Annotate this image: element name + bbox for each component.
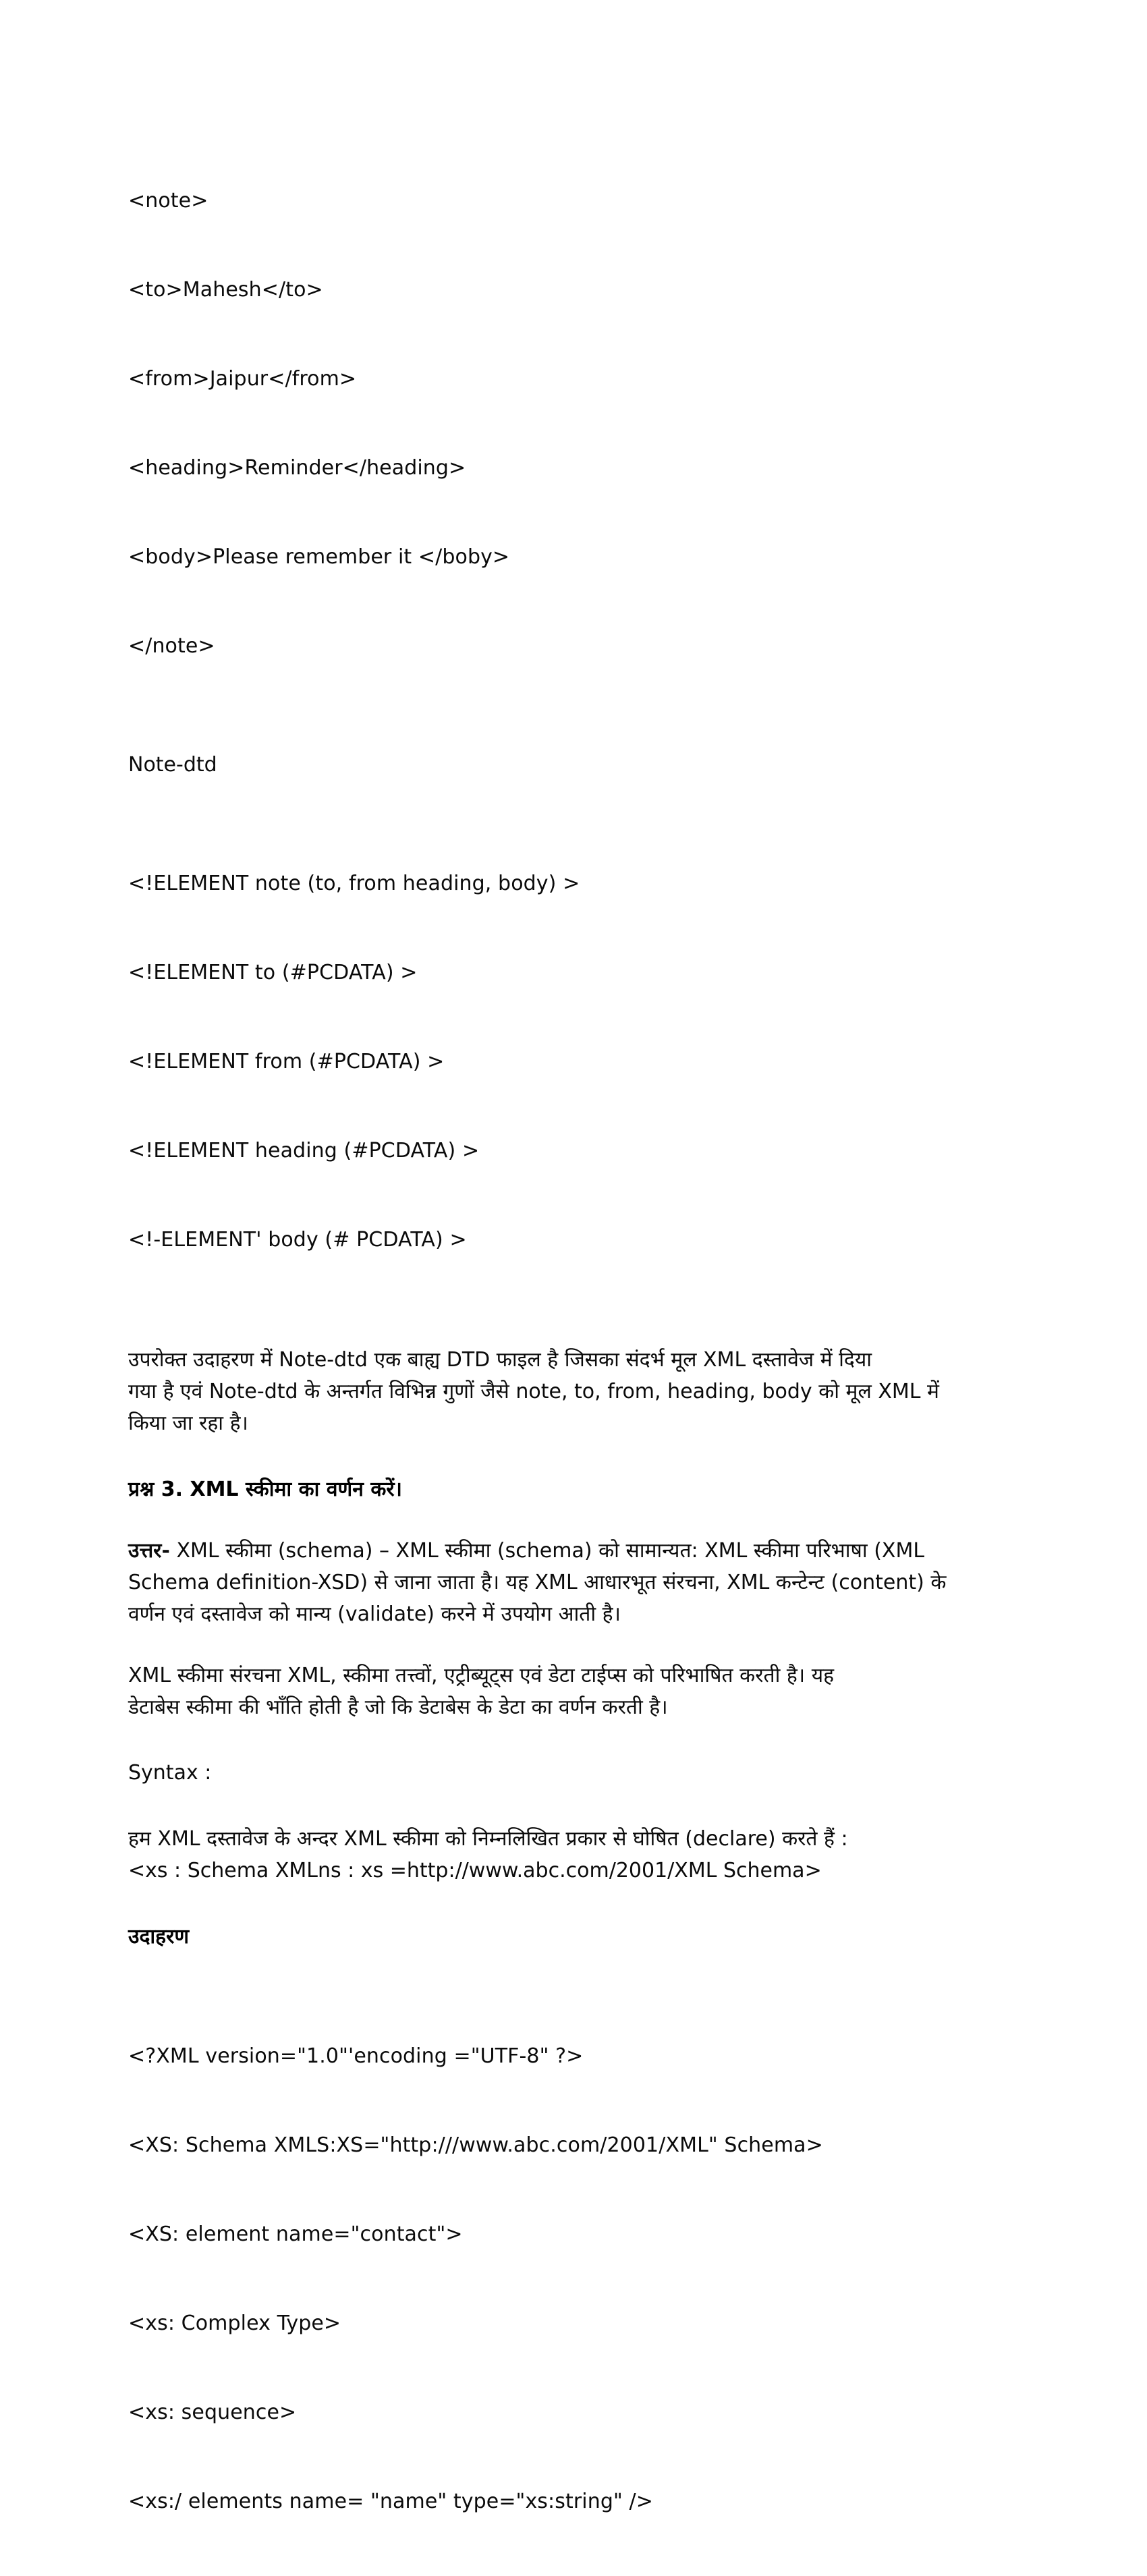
code-line: <!ELEMENT heading (#PCDATA) >	[128, 1139, 480, 1163]
code-line: <?XML version="1.0"'encoding ="UTF-8" ?>	[128, 2044, 584, 2068]
dtd-code-block	[128, 810, 1012, 1314]
paragraph-line: उपरोक्त उदाहरण में Note-dtd एक बाह्य DTD फाइल है जिसका संदर्भ मूल XML दस्तावेज में दिया	[128, 1348, 872, 1372]
code-line: <xs: sequence>	[128, 2401, 297, 2424]
spacer	[128, 721, 1012, 750]
note-dtd-label: Note-dtd	[128, 753, 217, 777]
spacer	[128, 1953, 1012, 1982]
code-line: <!ELEMENT to (#PCDATA) >	[128, 961, 418, 984]
code-line: <to>Mahesh</to>	[128, 278, 323, 302]
syntax-label: Syntax :	[128, 1761, 212, 1785]
answer-first-line	[128, 1535, 1012, 1567]
paragraph-line: वर्णन एवं दस्तावेज को मान्य (validate) करने में उपयोग आती है।	[128, 1602, 621, 1626]
document-content	[128, 127, 1012, 2576]
spacer	[128, 780, 1012, 810]
code-line: <note>	[128, 189, 208, 213]
xml-note-code-block	[128, 127, 1012, 721]
answer-paragraph	[128, 1535, 1012, 1630]
code-line: <XS: Schema XMLS:XS="http:///www.abc.com/2001/XML" Schema>	[128, 2133, 823, 2157]
explanation-paragraph	[128, 1344, 1012, 1439]
code-line: <!ELEMENT note (to, from heading, body) >	[128, 872, 580, 895]
spacer	[128, 1314, 1012, 1344]
spacer	[128, 1788, 1012, 1823]
paragraph-line: XML स्कीमा संरचना XML, स्कीमा तत्त्वों, एट्रीब्यूट्स एवं डेटा टाईप्स को परिभाषित करती है। यह	[128, 1664, 835, 1687]
code-line: <!-ELEMENT' body (# PCDATA) >	[128, 1228, 467, 1252]
schema-declaration-line: <xs : Schema XMLns : xs =http://www.abc.com/2001/XML Schema>	[128, 1859, 822, 1882]
spacer	[128, 1505, 1012, 1535]
example-heading: उदाहरण	[128, 1925, 190, 1949]
answer-label: उत्तर-	[128, 1539, 170, 1563]
paragraph-line: हम XML दस्तावेज के अन्दर XML स्कीमा को निम्नलिखित प्रकार से घोषित (declare) करते हैं :	[128, 1827, 848, 1851]
spacer	[128, 1723, 1012, 1758]
paragraph-line: गया है एवं Note-dtd के अन्तर्गत विभिन्न गुणों जैसे note, to, from, heading, body को मूल XML में	[128, 1380, 939, 1403]
paragraph-line: डेटाबेस स्कीमा की भाँति होती है जो कि डेटाबेस के डेटा का वर्णन करती है।	[128, 1696, 668, 1719]
code-line: <xs: Complex Type>	[128, 2312, 341, 2335]
code-line: </note>	[128, 634, 215, 658]
paragraph-line: Schema definition-XSD) से जाना जाता है। यह XML आधारभूत संरचना, XML कन्टेन्ट (content) के	[128, 1571, 947, 1594]
code-line: <xs:/ elements name= "name" type="xs:string" />	[128, 2490, 653, 2513]
question-heading: प्रश्न 3. XML स्कीमा का वर्णन करें।	[128, 1478, 403, 1501]
structure-paragraph	[128, 1660, 1012, 1723]
code-line: <from>Jaipur</from>	[128, 367, 357, 391]
code-line: <heading>Reminder</heading>	[128, 456, 466, 480]
xsd-example-code-block	[128, 1982, 1012, 2576]
code-line: <XS: element name="contact">	[128, 2222, 463, 2246]
spacer	[128, 1886, 1012, 1922]
declare-paragraph	[128, 1823, 1012, 1886]
code-line: <!ELEMENT from (#PCDATA) >	[128, 1050, 445, 1073]
spacer	[128, 1439, 1012, 1474]
spacer	[128, 1630, 1012, 1660]
answer-line-text: XML स्कीमा (schema) – XML स्कीमा (schema) को सामान्यत: XML स्कीमा परिभाषा (XML	[169, 1539, 925, 1563]
paragraph-line: किया जा रहा है।	[128, 1411, 248, 1435]
code-line: <body>Please remember it </boby>	[128, 545, 510, 569]
